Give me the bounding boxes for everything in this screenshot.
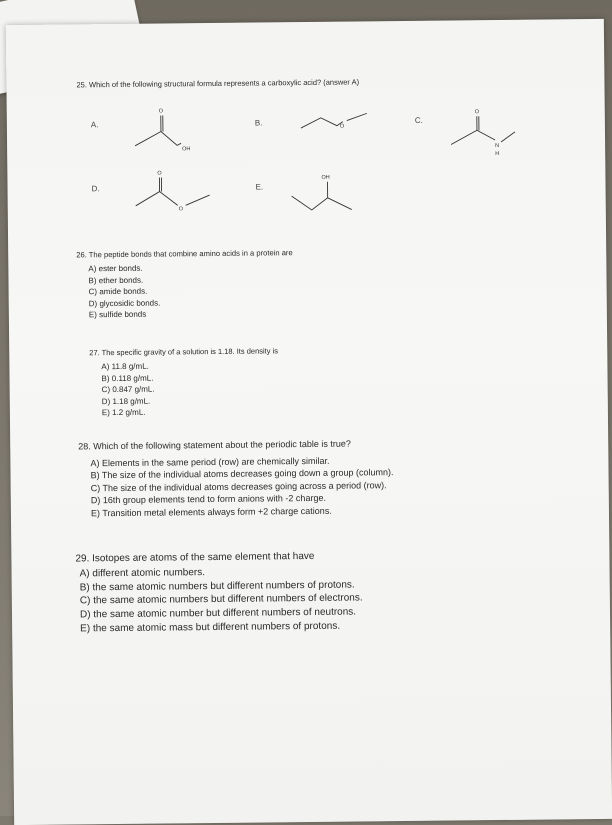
question-27 xyxy=(89,346,278,418)
question-26 xyxy=(76,248,293,321)
question-29-option-e: E) the same atomic mass but different numbers of protons. xyxy=(80,619,363,636)
structure-c-amide xyxy=(447,104,528,165)
structure-c-hydrogen: H xyxy=(495,151,499,157)
structure-a-oxygen: O xyxy=(159,109,164,115)
question-29-text: 29. Isotopes are atoms of the same element that have xyxy=(75,549,362,566)
question-27-option-a: A) 11.8 g/mL. xyxy=(101,359,278,372)
structure-c-nitrogen: N xyxy=(495,143,499,149)
question-29-option-c: C) the same atomic numbers but different numbers of electrons. xyxy=(80,592,363,609)
structure-a-carboxylic-acid xyxy=(127,103,208,154)
question-28-option-c: C) The size of the individual atoms decreases going across a period (row). xyxy=(91,479,394,495)
question-26-option-b: B) ether bonds. xyxy=(88,273,293,287)
structure-label-a: A. xyxy=(91,120,99,129)
question-29-option-a: A) different atomic numbers. xyxy=(80,564,363,581)
question-28-option-a: A) Elements in the same period (row) are chemically similar. xyxy=(90,454,393,470)
question-27-option-d: D) 1.18 g/mL. xyxy=(102,394,279,407)
question-26-option-c: C) amide bonds. xyxy=(89,284,294,298)
structure-e-hydroxyl: OH xyxy=(321,175,329,181)
question-25-text: 25. Which of the following structural formula represents a carboxylic acid? (answer A) xyxy=(76,77,359,89)
question-25 xyxy=(76,77,359,89)
question-27-options xyxy=(89,359,278,418)
question-28-option-d: D) 16th group elements tend to form anions with -2 charge. xyxy=(91,491,394,507)
question-26-text: 26. The peptide bonds that combine amino acids in a protein are xyxy=(76,248,293,259)
question-29 xyxy=(75,549,363,636)
structure-b-bonds xyxy=(301,118,343,128)
question-28-text: 28. Which of the following statement about the periodic table is true? xyxy=(78,437,393,453)
structure-label-e: E. xyxy=(255,182,263,191)
structure-d-carbonyl-oxygen: O xyxy=(157,171,162,177)
question-29-option-d: D) the same atomic number but different numbers of neutrons. xyxy=(80,606,363,623)
question-28-option-e: E) Transition metal elements always form +2 charge cations. xyxy=(91,504,394,520)
structure-label-d: D. xyxy=(91,184,99,193)
worksheet-page xyxy=(6,19,612,825)
question-27-option-c: C) 0.847 g/mL. xyxy=(102,382,279,395)
structure-d-ester xyxy=(129,165,220,216)
question-28 xyxy=(78,437,394,519)
question-28-options xyxy=(78,454,394,520)
question-27-text: 27. The specific gravity of a solution is 1.18. Its density is xyxy=(89,346,278,357)
question-29-options xyxy=(76,564,363,636)
question-29-option-b: B) the same atomic numbers but different numbers of protons. xyxy=(80,578,363,595)
question-26-option-d: D) glycosidic bonds. xyxy=(89,296,294,310)
question-27-option-b: B) 0.118 g/mL. xyxy=(101,371,278,384)
structure-b-oxygen: O xyxy=(340,124,345,130)
question-26-option-a: A) ester bonds. xyxy=(88,261,293,275)
structure-e-alcohol xyxy=(281,169,371,215)
structure-e-bonds xyxy=(292,196,352,211)
structure-label-c: C. xyxy=(415,116,423,125)
structure-d-ester-oxygen: O xyxy=(179,206,184,212)
question-26-options xyxy=(76,261,293,321)
structure-c-bonds xyxy=(451,130,495,144)
question-28-option-b: B) The size of the individual atoms decreases going down a group (column). xyxy=(90,466,393,482)
structure-a-bonds xyxy=(135,131,181,145)
structure-b-ether xyxy=(297,111,377,152)
structure-a-hydroxyl: OH xyxy=(182,146,190,152)
structure-label-b: B. xyxy=(255,118,263,127)
structure-c-oxygen: O xyxy=(475,109,480,115)
question-27-option-e: E) 1.2 g/mL. xyxy=(102,405,279,418)
question-26-option-e: E) sulfide bonds xyxy=(89,307,294,321)
structure-d-bonds xyxy=(136,191,178,205)
